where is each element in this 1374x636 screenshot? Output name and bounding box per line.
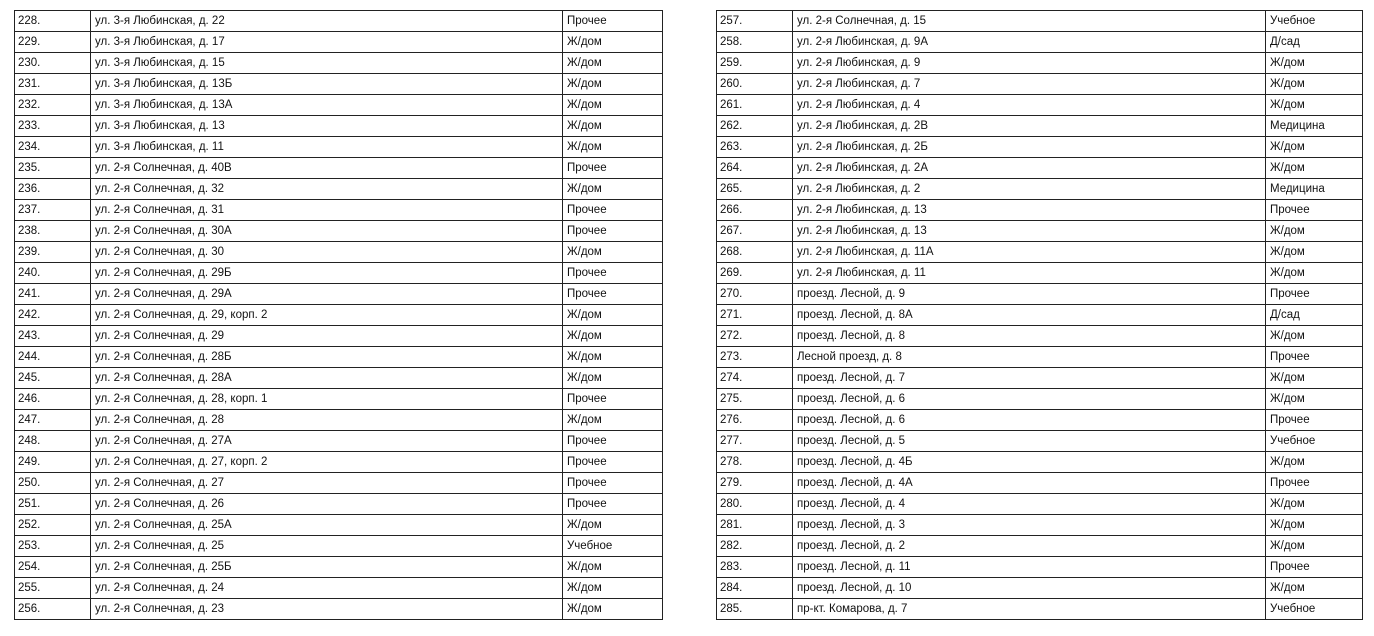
table-row (15, 326, 663, 347)
row-number: 270. (717, 284, 793, 305)
row-number: 285. (717, 599, 793, 620)
row-number: 267. (717, 221, 793, 242)
table-row (15, 53, 663, 74)
row-type: Ж/дом (563, 179, 663, 200)
row-address: проезд. Лесной, д. 8 (793, 326, 1266, 347)
right-address-table (716, 10, 1363, 620)
row-address: проезд. Лесной, д. 9 (793, 284, 1266, 305)
row-type: Прочее (563, 431, 663, 452)
row-type: Ж/дом (1266, 326, 1363, 347)
row-address: ул. 2-я Солнечная, д. 26 (91, 494, 563, 515)
table-row (717, 536, 1363, 557)
row-type: Ж/дом (1266, 74, 1363, 95)
row-type: Ж/дом (563, 368, 663, 389)
row-number: 229. (15, 32, 91, 53)
row-number: 236. (15, 179, 91, 200)
table-row (717, 137, 1363, 158)
row-address: ул. 2-я Солнечная, д. 24 (91, 578, 563, 599)
row-address: ул. 3-я Любинская, д. 13Б (91, 74, 563, 95)
row-address: ул. 2-я Любинская, д. 11А (793, 242, 1266, 263)
row-number: 245. (15, 368, 91, 389)
row-number: 263. (717, 137, 793, 158)
row-address: ул. 2-я Солнечная, д. 25А (91, 515, 563, 536)
row-number: 283. (717, 557, 793, 578)
row-number: 246. (15, 389, 91, 410)
table-row (717, 368, 1363, 389)
row-type: Ж/дом (1266, 515, 1363, 536)
row-address: ул. 2-я Солнечная, д. 29, корп. 2 (91, 305, 563, 326)
row-type: Ж/дом (1266, 494, 1363, 515)
row-type: Прочее (1266, 200, 1363, 221)
table-row (717, 158, 1363, 179)
row-type: Ж/дом (563, 578, 663, 599)
row-address: ул. 2-я Солнечная, д. 40В (91, 158, 563, 179)
table-row (15, 116, 663, 137)
row-number: 243. (15, 326, 91, 347)
row-address: ул. 3-я Любинская, д. 22 (91, 11, 563, 32)
table-row (717, 305, 1363, 326)
table-row (717, 599, 1363, 620)
table-row (717, 95, 1363, 116)
row-type: Ж/дом (1266, 242, 1363, 263)
table-row (717, 200, 1363, 221)
row-number: 235. (15, 158, 91, 179)
row-number: 252. (15, 515, 91, 536)
table-row (717, 263, 1363, 284)
row-number: 274. (717, 368, 793, 389)
row-number: 232. (15, 95, 91, 116)
row-address: ул. 2-я Солнечная, д. 27, корп. 2 (91, 452, 563, 473)
table-row (15, 158, 663, 179)
row-type: Ж/дом (563, 599, 663, 620)
row-type: Прочее (1266, 557, 1363, 578)
table-row (717, 116, 1363, 137)
row-number: 247. (15, 410, 91, 431)
row-address: ул. 2-я Солнечная, д. 23 (91, 599, 563, 620)
table-row (15, 452, 663, 473)
row-address: ул. 2-я Солнечная, д. 28 (91, 410, 563, 431)
table-row (15, 494, 663, 515)
row-number: 266. (717, 200, 793, 221)
row-address: ул. 2-я Солнечная, д. 29А (91, 284, 563, 305)
row-address: ул. 3-я Любинская, д. 13А (91, 95, 563, 116)
table-row (717, 410, 1363, 431)
row-number: 268. (717, 242, 793, 263)
table-row (15, 431, 663, 452)
row-number: 277. (717, 431, 793, 452)
row-number: 251. (15, 494, 91, 515)
row-number: 280. (717, 494, 793, 515)
row-address: проезд. Лесной, д. 8А (793, 305, 1266, 326)
table-row (717, 347, 1363, 368)
row-address: проезд. Лесной, д. 6 (793, 389, 1266, 410)
row-number: 271. (717, 305, 793, 326)
row-number: 258. (717, 32, 793, 53)
row-type: Ж/дом (563, 326, 663, 347)
table-row (717, 452, 1363, 473)
row-type: Ж/дом (563, 305, 663, 326)
row-type: Ж/дом (1266, 263, 1363, 284)
row-address: ул. 3-я Любинская, д. 13 (91, 116, 563, 137)
table-row (15, 242, 663, 263)
row-address: ул. 2-я Солнечная, д. 28Б (91, 347, 563, 368)
table-row (15, 32, 663, 53)
row-address: проезд. Лесной, д. 4Б (793, 452, 1266, 473)
table-row (717, 515, 1363, 536)
row-address: ул. 2-я Солнечная, д. 30 (91, 242, 563, 263)
table-row (15, 473, 663, 494)
table-row (717, 284, 1363, 305)
table-row (15, 578, 663, 599)
row-type: Прочее (563, 200, 663, 221)
row-address: ул. 2-я Любинская, д. 2А (793, 158, 1266, 179)
row-type: Медицина (1266, 116, 1363, 137)
table-row (717, 326, 1363, 347)
table-row (15, 347, 663, 368)
row-type: Ж/дом (1266, 53, 1363, 74)
table-row (717, 389, 1363, 410)
row-address: ул. 2-я Солнечная, д. 27 (91, 473, 563, 494)
row-type: Прочее (563, 452, 663, 473)
row-address: проезд. Лесной, д. 10 (793, 578, 1266, 599)
table-row (717, 53, 1363, 74)
row-address: ул. 2-я Солнечная, д. 31 (91, 200, 563, 221)
table-row (717, 494, 1363, 515)
row-address: ул. 2-я Солнечная, д. 29 (91, 326, 563, 347)
row-address: проезд. Лесной, д. 6 (793, 410, 1266, 431)
row-type: Ж/дом (1266, 158, 1363, 179)
row-address: ул. 2-я Любинская, д. 4 (793, 95, 1266, 116)
row-number: 244. (15, 347, 91, 368)
table-row (15, 389, 663, 410)
table-row (15, 515, 663, 536)
row-type: Прочее (1266, 410, 1363, 431)
row-type: Учебное (1266, 11, 1363, 32)
table-row (15, 410, 663, 431)
row-type: Прочее (563, 221, 663, 242)
row-type: Ж/дом (563, 242, 663, 263)
row-number: 242. (15, 305, 91, 326)
table-row (15, 11, 663, 32)
row-number: 254. (15, 557, 91, 578)
row-number: 284. (717, 578, 793, 599)
table-row (15, 368, 663, 389)
table-row (15, 221, 663, 242)
row-type: Ж/дом (563, 32, 663, 53)
row-number: 233. (15, 116, 91, 137)
row-address: ул. 2-я Любинская, д. 11 (793, 263, 1266, 284)
row-address: ул. 2-я Любинская, д. 2 (793, 179, 1266, 200)
row-number: 240. (15, 263, 91, 284)
row-number: 257. (717, 11, 793, 32)
row-address: пр-кт. Комарова, д. 7 (793, 599, 1266, 620)
row-number: 273. (717, 347, 793, 368)
row-address: ул. 2-я Солнечная, д. 25Б (91, 557, 563, 578)
row-number: 237. (15, 200, 91, 221)
table-row (717, 431, 1363, 452)
row-address: ул. 2-я Любинская, д. 9А (793, 32, 1266, 53)
row-number: 241. (15, 284, 91, 305)
row-type: Прочее (1266, 473, 1363, 494)
table-row (15, 599, 663, 620)
row-number: 248. (15, 431, 91, 452)
row-type: Ж/дом (1266, 137, 1363, 158)
row-address: проезд. Лесной, д. 3 (793, 515, 1266, 536)
row-type: Ж/дом (1266, 95, 1363, 116)
row-number: 234. (15, 137, 91, 158)
row-address: ул. 2-я Солнечная, д. 29Б (91, 263, 563, 284)
table-row (15, 137, 663, 158)
row-number: 279. (717, 473, 793, 494)
row-number: 253. (15, 536, 91, 557)
row-number: 278. (717, 452, 793, 473)
table-row (717, 578, 1363, 599)
left-address-table (14, 10, 663, 620)
left-table-body (15, 11, 663, 620)
row-type: Д/сад (1266, 32, 1363, 53)
row-number: 269. (717, 263, 793, 284)
row-type: Ж/дом (563, 347, 663, 368)
table-row (717, 473, 1363, 494)
row-type: Прочее (1266, 347, 1363, 368)
table-row (15, 74, 663, 95)
row-number: 239. (15, 242, 91, 263)
row-address: ул. 2-я Солнечная, д. 32 (91, 179, 563, 200)
row-address: ул. 3-я Любинская, д. 17 (91, 32, 563, 53)
row-type: Ж/дом (563, 557, 663, 578)
row-address: проезд. Лесной, д. 2 (793, 536, 1266, 557)
row-number: 264. (717, 158, 793, 179)
row-type: Ж/дом (563, 53, 663, 74)
row-type: Ж/дом (563, 137, 663, 158)
table-row (15, 95, 663, 116)
row-type: Прочее (563, 389, 663, 410)
right-table-body (717, 11, 1363, 620)
row-type: Прочее (563, 284, 663, 305)
row-type: Прочее (563, 494, 663, 515)
row-type: Ж/дом (563, 410, 663, 431)
row-number: 238. (15, 221, 91, 242)
table-row (717, 221, 1363, 242)
row-address: проезд. Лесной, д. 4А (793, 473, 1266, 494)
row-number: 281. (717, 515, 793, 536)
row-number: 261. (717, 95, 793, 116)
table-row (15, 305, 663, 326)
row-number: 272. (717, 326, 793, 347)
table-row (717, 74, 1363, 95)
row-type: Учебное (563, 536, 663, 557)
row-address: Лесной проезд, д. 8 (793, 347, 1266, 368)
row-address: ул. 3-я Любинская, д. 11 (91, 137, 563, 158)
row-address: ул. 2-я Любинская, д. 7 (793, 74, 1266, 95)
table-row (15, 179, 663, 200)
table-row (717, 32, 1363, 53)
row-address: проезд. Лесной, д. 7 (793, 368, 1266, 389)
row-number: 265. (717, 179, 793, 200)
row-type: Прочее (563, 473, 663, 494)
table-row (717, 11, 1363, 32)
table-row (15, 200, 663, 221)
row-type: Д/сад (1266, 305, 1363, 326)
row-address: ул. 2-я Любинская, д. 2Б (793, 137, 1266, 158)
row-type: Прочее (563, 158, 663, 179)
row-number: 259. (717, 53, 793, 74)
row-address: ул. 2-я Солнечная, д. 28, корп. 1 (91, 389, 563, 410)
row-number: 276. (717, 410, 793, 431)
row-number: 228. (15, 11, 91, 32)
row-address: ул. 2-я Любинская, д. 2В (793, 116, 1266, 137)
row-type: Ж/дом (563, 515, 663, 536)
table-row (717, 557, 1363, 578)
row-number: 250. (15, 473, 91, 494)
row-number: 282. (717, 536, 793, 557)
table-row (15, 263, 663, 284)
row-number: 260. (717, 74, 793, 95)
row-type: Прочее (563, 263, 663, 284)
row-type: Учебное (1266, 431, 1363, 452)
row-type: Ж/дом (1266, 536, 1363, 557)
row-type: Ж/дом (1266, 368, 1363, 389)
table-row (15, 557, 663, 578)
row-type: Ж/дом (1266, 221, 1363, 242)
row-type: Прочее (563, 11, 663, 32)
row-address: ул. 2-я Солнечная, д. 25 (91, 536, 563, 557)
row-number: 275. (717, 389, 793, 410)
row-type: Ж/дом (1266, 452, 1363, 473)
table-row (717, 179, 1363, 200)
row-type: Прочее (1266, 284, 1363, 305)
row-address: ул. 2-я Солнечная, д. 27А (91, 431, 563, 452)
row-number: 262. (717, 116, 793, 137)
row-address: проезд. Лесной, д. 11 (793, 557, 1266, 578)
row-type: Ж/дом (563, 74, 663, 95)
row-address: ул. 2-я Солнечная, д. 15 (793, 11, 1266, 32)
row-type: Учебное (1266, 599, 1363, 620)
row-address: ул. 2-я Любинская, д. 9 (793, 53, 1266, 74)
row-type: Ж/дом (1266, 389, 1363, 410)
row-number: 249. (15, 452, 91, 473)
row-number: 256. (15, 599, 91, 620)
row-number: 255. (15, 578, 91, 599)
row-type: Ж/дом (563, 116, 663, 137)
table-row (15, 284, 663, 305)
row-address: ул. 3-я Любинская, д. 15 (91, 53, 563, 74)
row-number: 231. (15, 74, 91, 95)
row-address: проезд. Лесной, д. 4 (793, 494, 1266, 515)
table-row (15, 536, 663, 557)
row-address: ул. 2-я Солнечная, д. 28А (91, 368, 563, 389)
row-number: 230. (15, 53, 91, 74)
row-type: Медицина (1266, 179, 1363, 200)
right-page (687, 0, 1374, 636)
row-address: ул. 2-я Солнечная, д. 30А (91, 221, 563, 242)
row-address: ул. 2-я Любинская, д. 13 (793, 200, 1266, 221)
table-row (717, 242, 1363, 263)
row-type: Ж/дом (1266, 578, 1363, 599)
row-type: Ж/дом (563, 95, 663, 116)
row-address: ул. 2-я Любинская, д. 13 (793, 221, 1266, 242)
row-address: проезд. Лесной, д. 5 (793, 431, 1266, 452)
